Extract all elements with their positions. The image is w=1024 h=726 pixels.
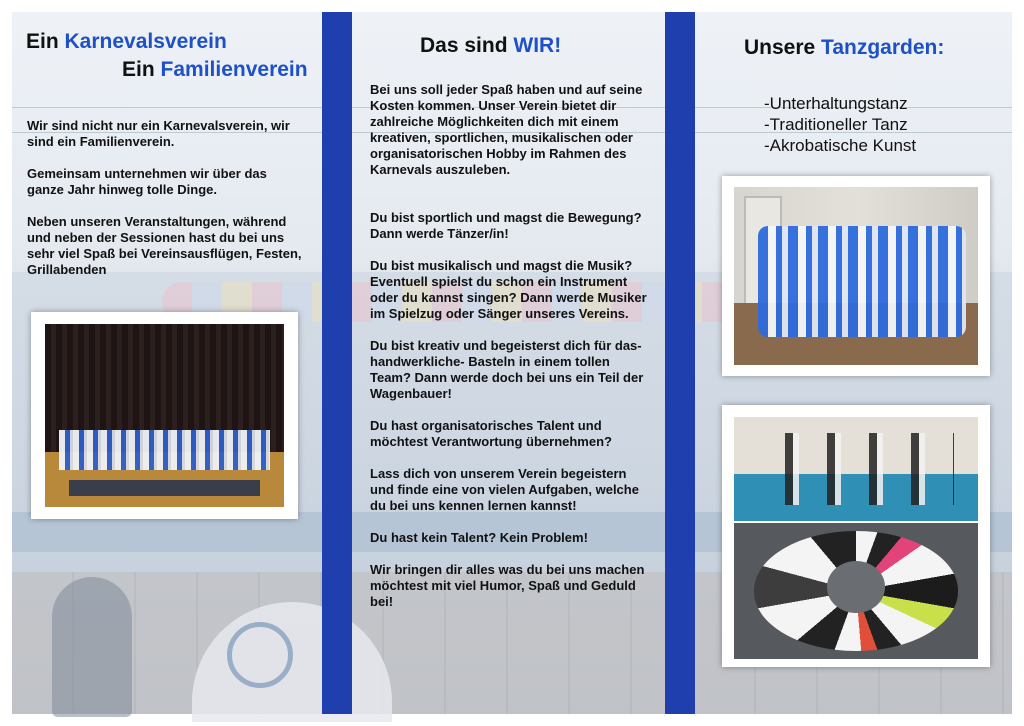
column-divider-right (665, 12, 695, 714)
stage-photo-frame (31, 312, 298, 519)
left-paragraph: Neben unseren Veranstaltungen, während und neben der Sessionen hast du bei uns sehr viel Spaß bei Vereinsausflügen, Festen, Grillabenden (27, 214, 302, 277)
left-paragraph: Wir sind nicht nur ein Karnevalsverein, wir sind ein Familienverein. (27, 118, 290, 149)
left-heading-line1: Ein Karnevalsverein (26, 30, 227, 53)
gym-photo (734, 417, 978, 521)
dance-list-item: -Akrobatische Kunst (764, 136, 917, 155)
dance-list-item: -Unterhaltungstanz (764, 94, 908, 113)
group-photo-frame (722, 176, 990, 376)
feet-circle-photo (734, 523, 978, 659)
group-photo (734, 187, 978, 365)
middle-paragraph: Du hast organisatorisches Talent und möchtest Verantwortung übernehmen? (370, 418, 612, 449)
right-heading: Unsere Tanzgarden: (744, 36, 945, 59)
left-heading-line2: Ein Familienverein (122, 58, 308, 81)
middle-heading: Das sind WIR! (420, 34, 562, 57)
left-body-text (27, 118, 307, 294)
middle-paragraph: Du bist kreativ und begeisterst dich für das-handwerkliche- Basteln in einem tollen Team? Dann werde doch bei uns ein Teil der Wagenbauer! (370, 338, 644, 401)
dance-list-item: -Traditioneller Tanz (764, 115, 908, 134)
middle-body-text (370, 82, 650, 626)
training-photo-frame (722, 405, 990, 667)
left-paragraph: Gemeinsam unternehmen wir über das ganze Jahr hinweg tolle Dinge. (27, 166, 267, 197)
dance-list (764, 93, 916, 156)
column-divider-left (322, 12, 352, 714)
middle-paragraph: Bei uns soll jeder Spaß haben und auf seine Kosten kommen. Unser Verein bietet dir zahlreiche Möglichkeiten dich mit einem kreativen, sportlichen, musikalischen oder organisatorischen Hobby im Rahmen des Karnevals auszuleben. (370, 82, 643, 177)
middle-paragraph: Du bist musikalisch und magst die Musik? Eventuell spielst du schon ein Instrument oder du kannst singen? Dann werde Musiker im Spielzug oder Sänger unseres Vereins. (370, 258, 647, 321)
middle-paragraph: Lass dich von unserem Verein begeistern und finde eine von vielen Aufgaben, welche du bei uns kennen lernen kannst! (370, 466, 639, 513)
middle-paragraph: Wir bringen dir alles was du bei uns machen möchtest mit viel Humor, Spaß und Geduld bei! (370, 562, 645, 609)
stage-photo (45, 324, 284, 507)
middle-paragraph: Du bist sportlich und magst die Bewegung? Dann werde Tänzer/in! (370, 210, 642, 241)
middle-paragraph: Du hast kein Talent? Kein Problem! (370, 530, 588, 545)
